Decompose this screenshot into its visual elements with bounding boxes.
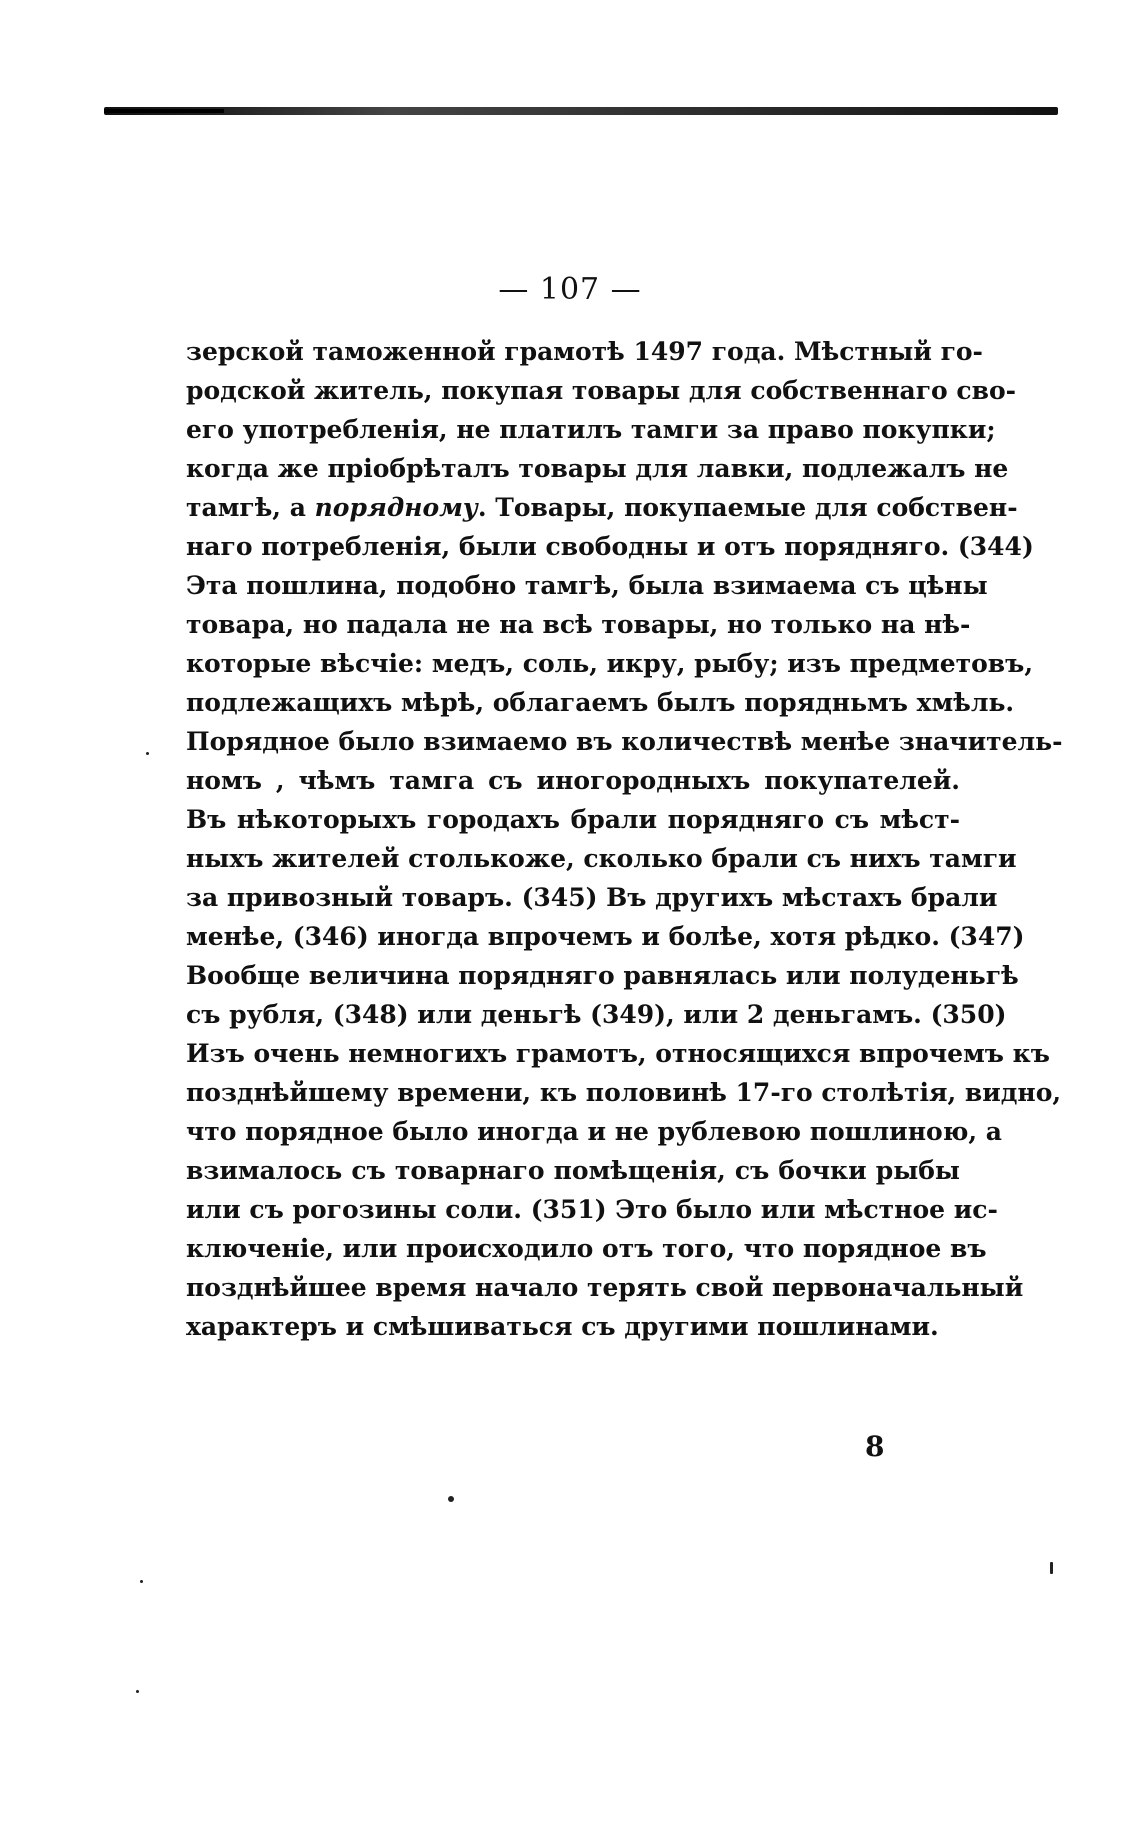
text-line-22: взималось съ товарнаго помѣщенія, съ бочки рыбы [186, 1156, 960, 1185]
text-line-13: Въ нѣкоторыхъ городахъ брали порядняго съ мѣст- [186, 805, 960, 834]
page-number: — 107 — [498, 272, 642, 307]
text-line-25: позднѣйшее время начало терять свой первоначальный [186, 1273, 1024, 1302]
text-line-7: Эта пошлина, подобно тамгѣ, была взимаема съ цѣны [186, 571, 988, 600]
text-line-10: подлежащихъ мѣрѣ, облагаемъ былъ порядньмъ хмѣль. [186, 688, 1015, 717]
text-line-26: характеръ и смѣшиваться съ другими пошлинами. [186, 1312, 939, 1341]
text-line-11: Порядное было взимаемо въ количествѣ менѣе значитель- [186, 727, 1063, 756]
text-line-5-end: . Товары, покупаемые для собствен- [477, 493, 1018, 522]
text-line-18: съ рубля, (348) или деньгѣ (349), или 2 деньгамъ. (350) [186, 1000, 1007, 1029]
signature-mark: 8 [865, 1430, 885, 1463]
text-line-8: товара, но падала не на всѣ товары, но только на нѣ- [186, 610, 971, 639]
text-line-5 [186, 488, 1018, 527]
text-line-1: зерской таможенной грамотѣ 1497 года. Мѣстный го- [186, 337, 983, 366]
scan-speck [136, 1690, 139, 1693]
text-line-15: за привозный товаръ. (345) Въ другихъ мѣстахъ брали [186, 883, 998, 912]
text-line-17: Вообще величина порядняго равнялась или полуденьгѣ [186, 961, 1019, 990]
text-line-21: что порядное было иногда и не рублевою пошлиною, а [186, 1117, 1002, 1146]
scan-speck [1050, 1562, 1053, 1574]
italic-term: порядному [314, 493, 478, 522]
text-line-20: позднѣйшему времени, къ половинѣ 17-го столѣтія, видно, [186, 1078, 1062, 1107]
text-line-16: менѣе, (346) иногда впрочемъ и болѣе, хотя рѣдко. (347) [186, 922, 1025, 951]
text-line-5-start: тамгѣ, а [186, 493, 315, 522]
scan-speck [448, 1496, 454, 1502]
text-line-9: которые вѣсчіе: медъ, соль, икру, рыбу; изъ предметовъ, [186, 649, 1034, 678]
text-line-4: когда же пріобрѣталъ товары для лавки, подлежалъ не [186, 454, 1009, 483]
scan-speck [140, 1580, 143, 1583]
text-line-24: ключеніе, или происходило отъ того, что порядное въ [186, 1234, 987, 1263]
text-line-23: или съ рогозины соли. (351) Это было или мѣстное ис- [186, 1195, 998, 1224]
text-line-14: ныхъ жителей столькоже, сколько брали съ нихъ тамги [186, 844, 1017, 873]
body-text [186, 332, 1063, 1346]
scan-speck [146, 752, 149, 755]
text-line-6: наго потребленія, были свободны и отъ порядняго. (344) [186, 532, 1034, 561]
top-border-rule [104, 107, 1058, 115]
text-line-12: номъ , чѣмъ тамга съ иногородныхъ покупателей. [186, 766, 960, 795]
text-line-2: родской житель, покупая товары для собственнаго сво- [186, 376, 1017, 405]
text-line-19: Изъ очень немногихъ грамотъ, относящихся впрочемъ къ [186, 1039, 1050, 1068]
text-line-3: его употребленія, не платилъ тамги за право покупки; [186, 415, 996, 444]
